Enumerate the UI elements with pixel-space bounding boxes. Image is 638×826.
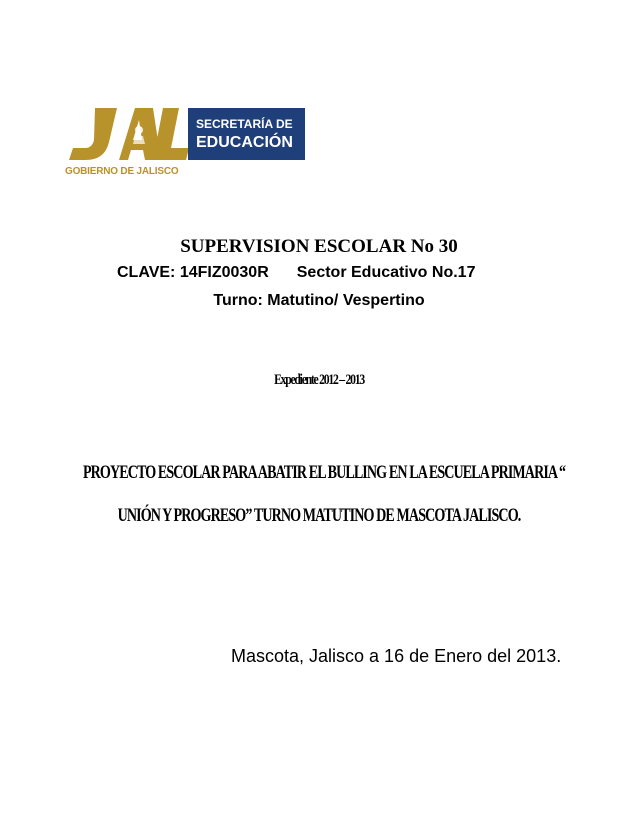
proyecto-title-line-2: UNIÓN Y PROGRESO” TURNO MATUTINO DE MASCOTA JALISCO. (117, 505, 521, 526)
clave-text: CLAVE: 14FIZ0030R (117, 264, 269, 281)
secretaria-seal (188, 108, 305, 160)
expediente-text: Expediente 2012 – 2013 (274, 372, 364, 388)
seal-line-2: EDUCACIÓN (196, 134, 293, 151)
gobierno-jalisco-logo (65, 104, 310, 184)
supervision-title: SUPERVISION ESCOLAR No 30 (180, 236, 458, 257)
turno-text: Turno: Matutino/ Vespertino (213, 292, 425, 309)
logo-caption: GOBIERNO DE JALISCO (65, 166, 179, 177)
place-date: Mascota, Jalisco a 16 de Enero del 2013. (231, 646, 562, 666)
jal-emblem-icon (65, 104, 190, 166)
clave-row (117, 264, 475, 282)
sector-text: Sector Educativo No.17 (296, 264, 476, 281)
seal-line-1: SECRETARÍA DE (196, 117, 293, 131)
proyecto-title-line-1: PROYECTO ESCOLAR PARA ABATIR EL BULLING EN LA ESCUELA PRIMARIA “ (82, 462, 566, 483)
